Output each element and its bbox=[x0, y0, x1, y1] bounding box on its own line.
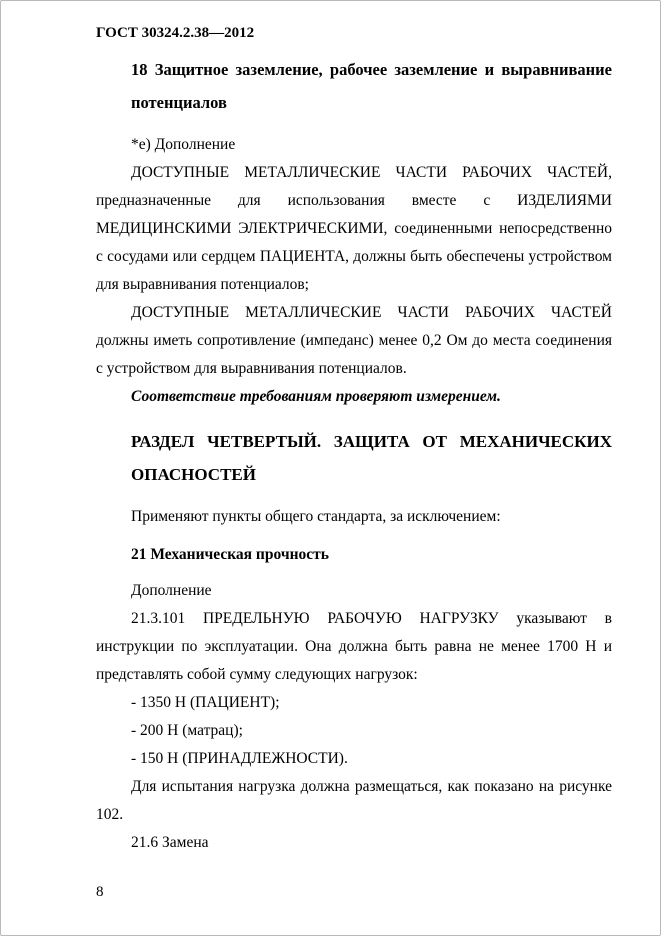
page-content bbox=[1, 1, 660, 857]
clause-21-paragraph-2: Для испытания нагрузка должна размещаться, как показано на рисунке 102. bbox=[96, 778, 612, 823]
clause-21-title: 21 Механическая прочность bbox=[131, 546, 329, 563]
load-item-patient: - 1350 Н (ПАЦИЕНТ); bbox=[131, 694, 280, 711]
page-number: 8 bbox=[96, 884, 104, 900]
section-18-amendment-label: *е) Дополнение bbox=[131, 136, 236, 153]
section-18-paragraph-1: ДОСТУПНЫЕ МЕТАЛЛИЧЕСКИЕ ЧАСТИ РАБОЧИХ ЧАСТЕЙ, предназначенные для использования вместе с ИЗДЕЛИЯМИ МЕДИЦИНСКИМИ ЭЛЕКТРИЧЕСКИМИ, соединенными непосредственно с сосудами или сердцем ПАЦИЕНТА, должны быть обеспечены устройством для выравнивания потенциалов; bbox=[96, 164, 612, 293]
section-4-intro: Применяют пункты общего стандарта, за исключением: bbox=[131, 508, 501, 525]
section-18-paragraph-2: ДОСТУПНЫЕ МЕТАЛЛИЧЕСКИЕ ЧАСТИ РАБОЧИХ ЧАСТЕЙ должны иметь сопротивление (импеданс) менее 0,2 Ом до места соединения с устройством для выравнивания потенциалов. bbox=[96, 304, 612, 377]
section-18-title: 18 Защитное заземление, рабочее заземление и выравнивание потенциалов bbox=[131, 60, 612, 112]
compliance-note: Соответствие требованиям проверяют измерением. bbox=[131, 388, 501, 405]
clause-21-6-title: 21.6 Замена bbox=[131, 834, 209, 851]
clause-21-paragraph-1: 21.3.101 ПРЕДЕЛЬНУЮ РАБОЧУЮ НАГРУЗКУ указывают в инструкции по эксплуатации. Она должна быть равна не менее 1700 Н и представлять собой сумму следующих нагрузок: bbox=[96, 610, 612, 683]
clause-21-amendment-label: Дополнение bbox=[131, 582, 212, 599]
load-item-accessories: - 150 Н (ПРИНАДЛЕЖНОСТИ). bbox=[131, 750, 348, 767]
doc-header: ГОСТ 30324.2.38—2012 bbox=[96, 25, 255, 41]
load-item-mattress: - 200 Н (матрац); bbox=[131, 722, 243, 739]
section-4-title: РАЗДЕЛ ЧЕТВЕРТЫЙ. ЗАЩИТА ОТ МЕХАНИЧЕСКИХ ОПАСНОСТЕЙ bbox=[131, 432, 612, 484]
